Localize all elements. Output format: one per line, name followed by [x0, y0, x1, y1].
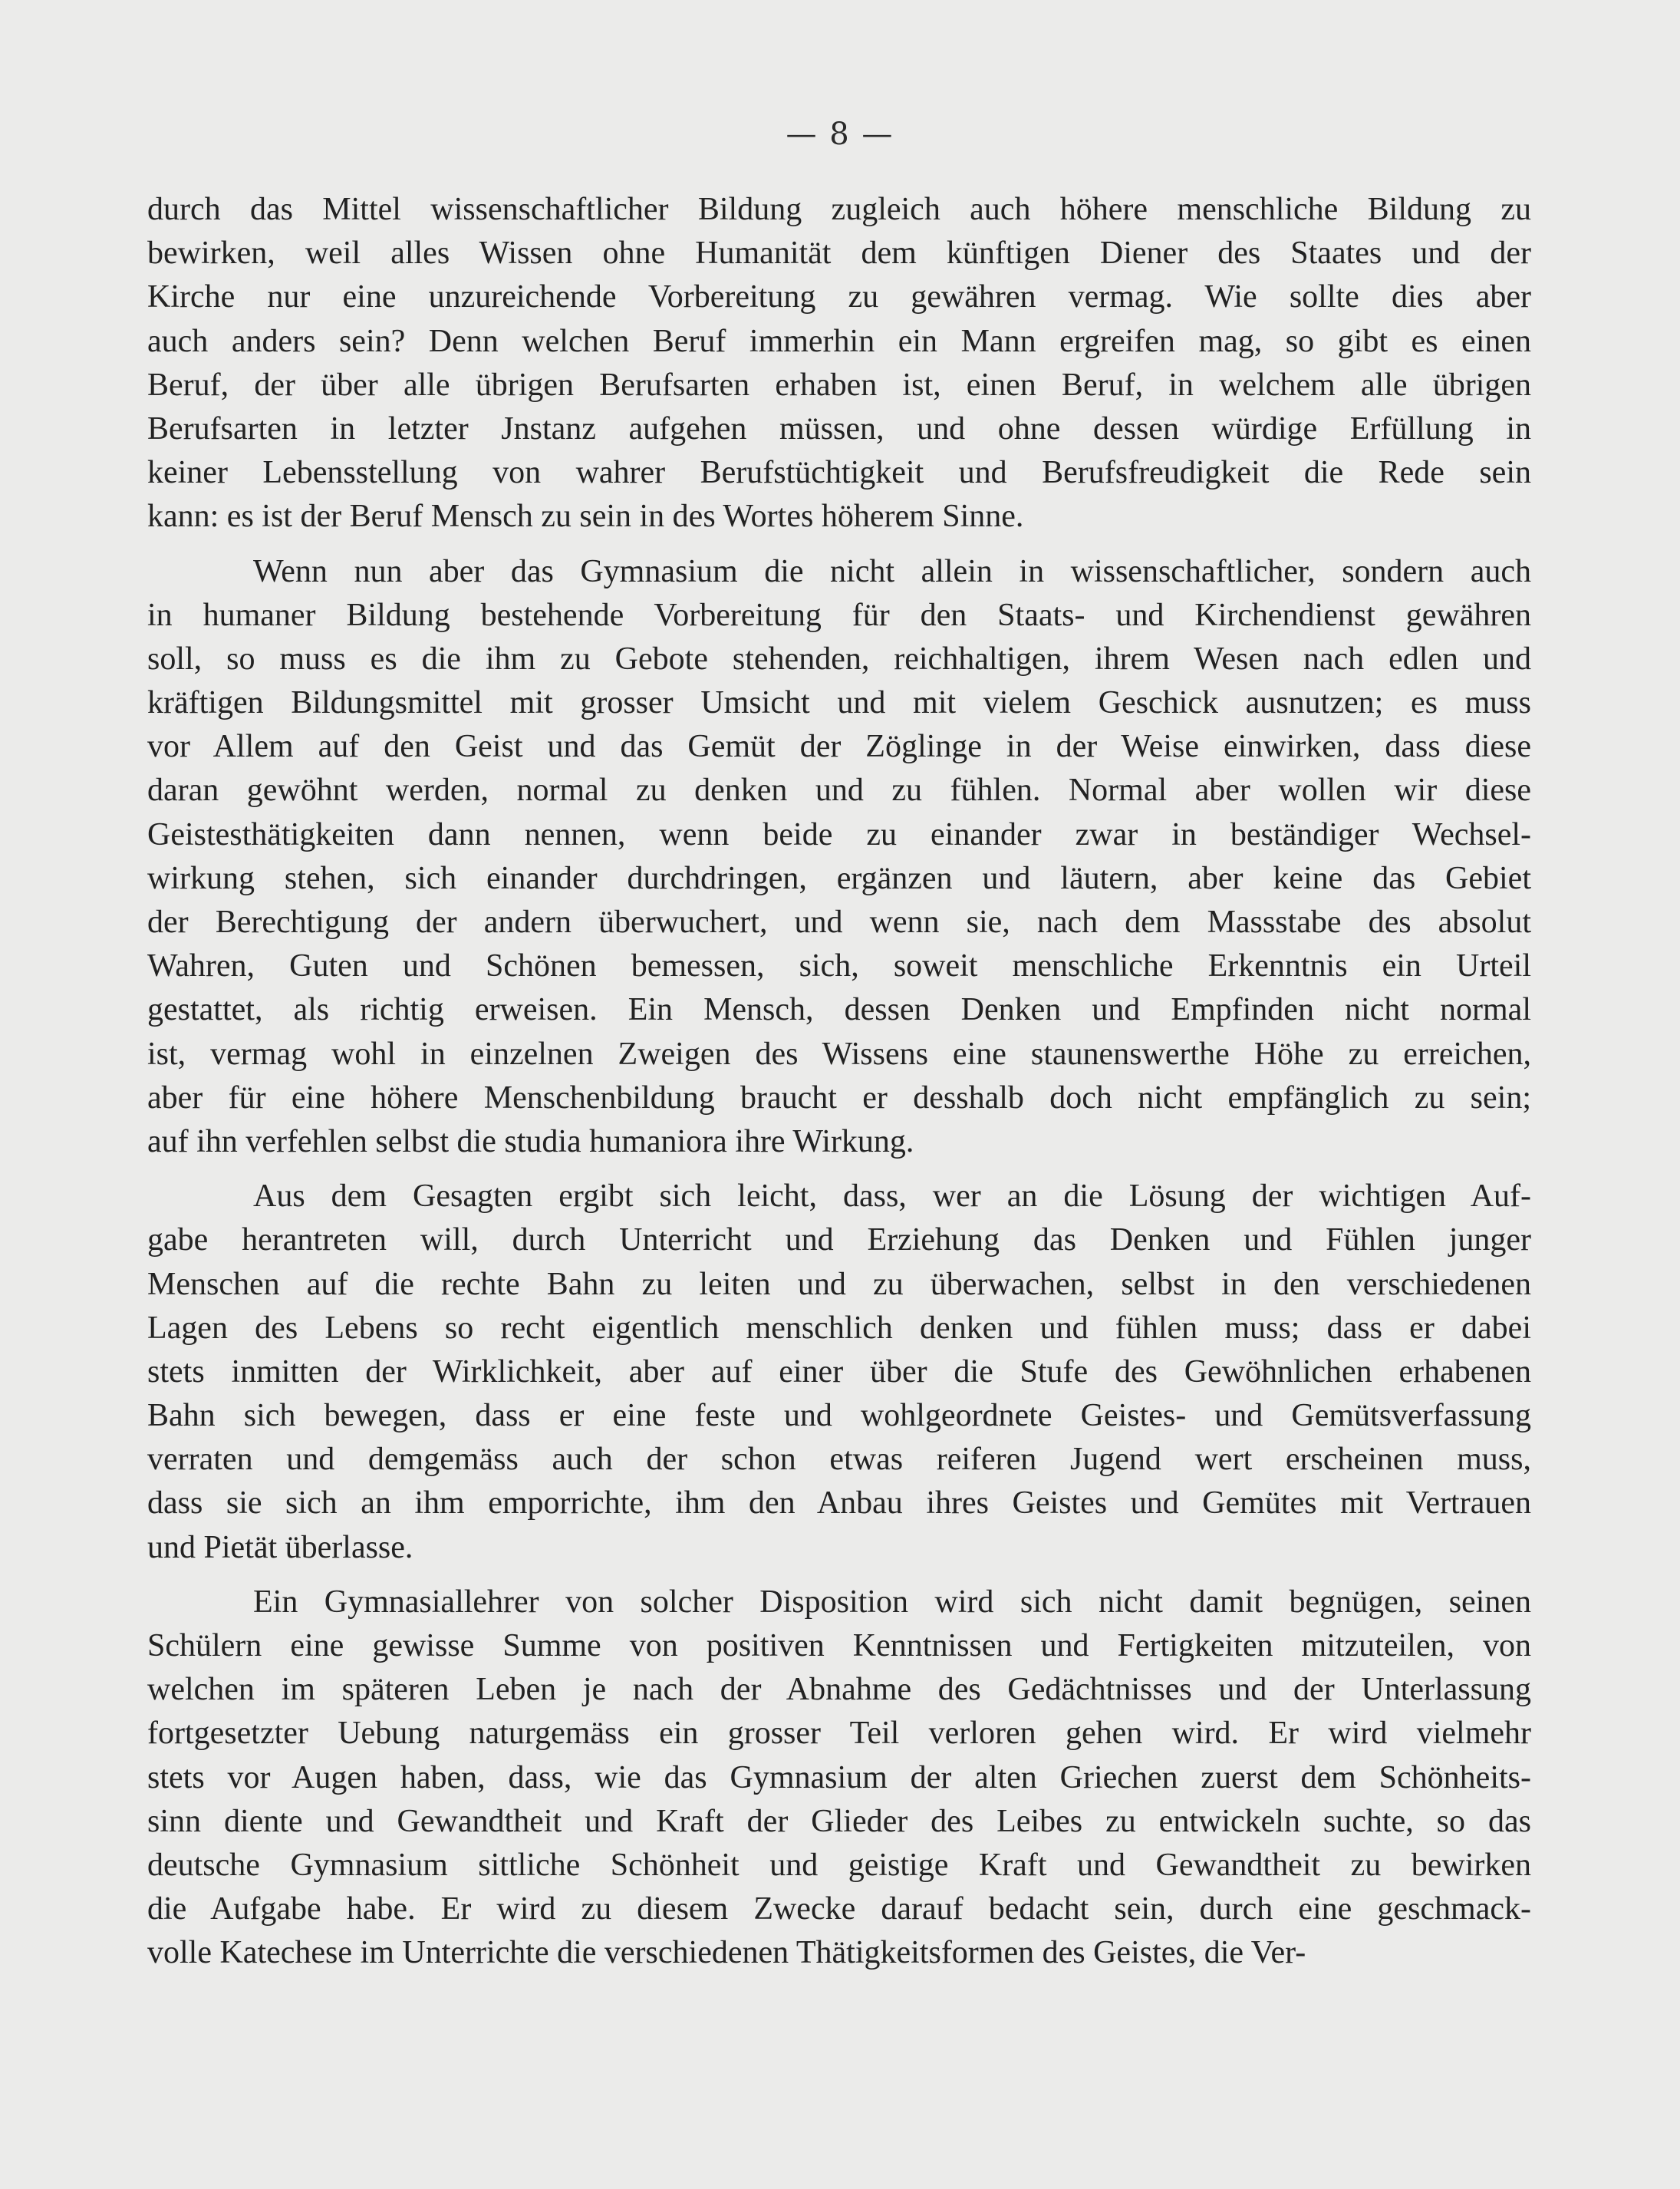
text-line: auch anders sein? Denn welchen Beruf immerhin ein Mann ergreifen mag, so gibt es einen: [147, 323, 1531, 359]
text-line: Kirche nur eine unzureichende Vorbereitung zu gewähren vermag. Wie sollte dies aber: [147, 279, 1531, 315]
text-line: volle Katechese im Unterrichte die verschiedenen Thätigkeitsformen des Geistes, die Ver-: [147, 1935, 1306, 1971]
text-line: der Berechtigung der andern überwuchert, und wenn sie, nach dem Massstabe des absolut: [147, 905, 1531, 940]
text-line: gestattet, als richtig erweisen. Ein Mensch, dessen Denken und Empfinden nicht normal: [147, 992, 1531, 1028]
text-line: soll, so muss es die ihm zu Gebote stehenden, reichhaltigen, ihrem Wesen nach edlen und: [147, 641, 1531, 677]
text-line: stets vor Augen haben, dass, wie das Gymnasium der alten Griechen zuerst dem Schönheits-: [147, 1759, 1531, 1795]
text-line: Wenn nun aber das Gymnasium die nicht allein in wissenschaftlicher, sondern auch: [253, 553, 1531, 589]
text-line: Berufsarten in letzter Jnstanz aufgehen müssen, und ohne dessen würdige Erfüllung in: [147, 410, 1531, 447]
text-line: Menschen auf die rechte Bahn zu leiten und zu überwachen, selbst in den verschiedenen: [147, 1266, 1531, 1302]
text-line: auf ihn verfehlen selbst die studia humaniora ihre Wirkung.: [147, 1123, 914, 1159]
text-line: und Pietät überlasse.: [147, 1529, 413, 1565]
text-line: kann: es ist der Beruf Mensch zu sein in des Wortes höherem Sinne.: [147, 499, 1024, 535]
text-line: die Aufgabe habe. Er wird zu diesem Zwecke darauf bedacht sein, durch eine geschmack-: [147, 1891, 1531, 1927]
page-number: — 8 —: [786, 117, 894, 152]
text-line: deutsche Gymnasium sittliche Schönheit und geistige Kraft und Gewandtheit zu bewirken: [147, 1847, 1531, 1883]
text-line: verraten und demgemäss auch der schon etwas reiferen Jugend wert erscheinen muss,: [147, 1442, 1531, 1478]
text-line: wirkung stehen, sich einander durchdringen, ergänzen und läutern, aber keine das Gebiet: [147, 860, 1531, 896]
text-line: dass sie sich an ihm emporrichte, ihm den Anbau ihres Geistes und Gemütes mit Vertrauen: [147, 1485, 1531, 1521]
text-line: Geistesthätigkeiten dann nennen, wenn beide zu einander zwar in beständiger Wechsel-: [147, 816, 1531, 852]
text-line: daran gewöhnt werden, normal zu denken und zu fühlen. Normal aber wollen wir diese: [147, 773, 1531, 809]
text-line: ist, vermag wohl in einzelnen Zweigen des Wissens eine staunenswerthe Höhe zu erreichen,: [147, 1036, 1531, 1072]
text-line: sinn diente und Gewandtheit und Kraft der Glieder des Leibes zu entwickeln suchte, so das: [147, 1803, 1531, 1839]
text-line: Beruf, der über alle übrigen Berufsarten erhaben ist, einen Beruf, in welchem alle übrigen: [147, 367, 1531, 403]
text-line: welchen im späteren Leben je nach der Abnahme des Gedächtnisses und der Unterlassung: [147, 1672, 1531, 1708]
text-line: vor Allem auf den Geist und das Gemüt der Zöglinge in der Weise einwirken, dass diese: [147, 729, 1531, 765]
text-line: fortgesetzter Uebung naturgemäss ein grosser Teil verloren gehen wird. Er wird vielmehr: [147, 1716, 1531, 1752]
paragraph: [147, 1581, 1531, 1976]
text-line: Schülern eine gewisse Summe von positiven Kenntnissen und Fertigkeiten mitzuteilen, von: [147, 1628, 1531, 1663]
body-text: [147, 188, 1531, 1986]
paragraph: [147, 550, 1531, 1165]
text-line: Lagen des Lebens so recht eigentlich menschlich denken und fühlen muss; dass er dabei: [147, 1310, 1531, 1346]
text-line: in humaner Bildung bestehende Vorbereitung für den Staats- und Kirchendienst gewähren: [147, 597, 1531, 633]
text-line: Wahren, Guten und Schönen bemessen, sich, soweit menschliche Erkenntnis ein Urteil: [147, 948, 1531, 984]
text-line: keiner Lebensstellung von wahrer Berufstüchtigkeit und Berufsfreudigkeit die Rede sein: [147, 455, 1531, 491]
text-line: Bahn sich bewegen, dass er eine feste und wohlgeordnete Geistes- und Gemütsverfassung: [147, 1398, 1531, 1434]
paragraph: [147, 1175, 1531, 1570]
text-line: kräftigen Bildungsmittel mit grosser Umsicht und mit vielem Geschick ausnutzen; es muss: [147, 685, 1531, 721]
text-line: Ein Gymnasiallehrer von solcher Disposition wird sich nicht damit begnügen, seinen: [253, 1584, 1531, 1620]
text-line: aber für eine höhere Menschenbildung braucht er desshalb doch nicht empfänglich zu sein;: [147, 1080, 1531, 1116]
text-line: durch das Mittel wissenschaftlicher Bildung zugleich auch höhere menschliche Bildung zu: [147, 192, 1531, 227]
paragraph: [147, 188, 1531, 539]
text-line: Aus dem Gesagten ergibt sich leicht, dass, wer an die Lösung der wichtigen Auf-: [253, 1179, 1531, 1215]
text-line: gabe herantreten will, durch Unterricht und Erziehung das Denken und Fühlen junger: [147, 1222, 1531, 1258]
text-line: bewirken, weil alles Wissen ohne Humanität dem künftigen Diener des Staates und der: [147, 236, 1531, 272]
text-line: stets inmitten der Wirklichkeit, aber auf einer über die Stufe des Gewöhnlichen erhabenen: [147, 1353, 1531, 1390]
